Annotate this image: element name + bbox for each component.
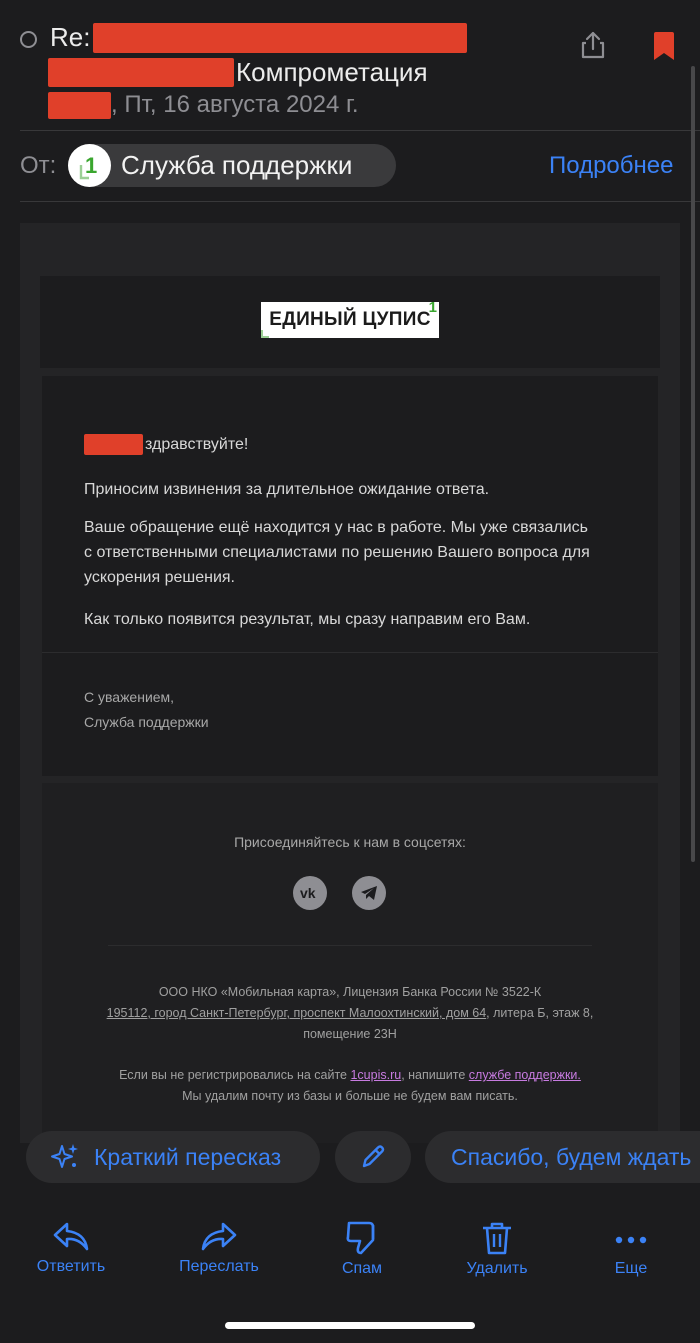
spam-button[interactable] <box>307 1220 417 1278</box>
redacted-block <box>48 92 111 119</box>
pencil-icon <box>358 1142 388 1172</box>
forward-icon <box>200 1220 238 1254</box>
home-indicator[interactable] <box>225 1322 475 1329</box>
email-body <box>20 223 680 1143</box>
delete-label: Удалить <box>466 1260 528 1277</box>
divider <box>20 201 700 202</box>
smart-actions-row <box>0 1131 700 1185</box>
sender-chip[interactable] <box>68 144 396 187</box>
signature-regards: С уважением, <box>84 689 175 705</box>
greeting <box>84 434 248 455</box>
more-button[interactable] <box>576 1220 686 1278</box>
social-title: Присоединяйтесь к нам в соцсетях: <box>234 834 466 850</box>
legal-address-rest: , литера Б, этаж 8, <box>486 1006 594 1020</box>
subject-line-2 <box>48 57 428 88</box>
bottom-toolbar <box>0 1190 700 1343</box>
spam-icon <box>343 1220 381 1256</box>
reply-button[interactable] <box>16 1220 126 1276</box>
reply-icon <box>52 1220 90 1254</box>
svg-text:1: 1 <box>84 152 97 178</box>
spam-label: Спам <box>341 1260 383 1277</box>
paragraph-status-line-2: с ответственными специалистами по решению Вашего вопроса для <box>84 544 590 561</box>
share-icon[interactable] <box>578 30 608 60</box>
sparkles-icon <box>50 1142 80 1172</box>
quick-reply-chip[interactable] <box>425 1131 700 1183</box>
forward-button[interactable] <box>164 1220 274 1276</box>
unsubscribe-line-2: Мы удалим почту из базы и больше не будем вам писать. <box>182 1089 518 1103</box>
legal-line-3: помещение 23Н <box>303 1027 397 1041</box>
bookmark-icon[interactable] <box>652 31 676 61</box>
paragraph-apology: Приносим извинения за длительное ожидание ответа. <box>84 481 490 498</box>
legal-line-1: ООО НКО «Мобильная карта», Лицензия Банка России № 3522-К <box>158 985 542 999</box>
more-icon <box>612 1220 650 1256</box>
support-link[interactable]: службе поддержки. <box>468 1068 581 1082</box>
site-link[interactable]: 1cupis.ru <box>350 1068 402 1082</box>
date-line <box>48 91 359 119</box>
compose-reply-chip[interactable] <box>335 1131 411 1183</box>
trash-icon <box>480 1220 514 1256</box>
forward-label: Переслать <box>179 1258 259 1275</box>
paragraph-status-line-3: ускорения решения. <box>84 569 235 586</box>
subject-line-1 <box>50 22 467 53</box>
email-date: , Пт, 16 августа 2024 г. <box>111 91 359 118</box>
from-label: От: <box>20 152 57 179</box>
sender-name: Служба поддержки <box>121 150 353 180</box>
more-label: Еще <box>614 1260 648 1277</box>
footer-divider <box>108 945 592 946</box>
vk-icon[interactable] <box>293 876 327 910</box>
redacted-block <box>84 434 143 455</box>
paragraph-status-line-1: Ваше обращение ещё находится у нас в работе. Мы уже связались <box>84 519 588 536</box>
svg-text:vk: vk <box>300 886 316 900</box>
unsub-middle: , напишите <box>401 1068 469 1082</box>
unread-toggle[interactable] <box>20 31 37 48</box>
redacted-block <box>48 58 234 87</box>
subject-suffix: Компрометация <box>236 57 428 87</box>
signature-team: Служба поддержки <box>84 714 209 730</box>
cupis-logo <box>261 299 439 338</box>
logo-text: ЕДИНЫЙ ЦУПИС <box>269 309 431 330</box>
unsub-prefix: Если вы не регистрировались на сайте <box>119 1068 351 1082</box>
legal-line-2 <box>20 1003 680 1024</box>
telegram-icon[interactable] <box>352 876 386 910</box>
delete-button[interactable] <box>442 1220 552 1278</box>
divider <box>20 130 700 131</box>
reply-label: Ответить <box>36 1258 106 1275</box>
logo-superscript: 1 <box>428 299 437 316</box>
paragraph-result: Как только появится результат, мы сразу направим его Вам. <box>84 611 531 628</box>
greeting-text: здравствуйте! <box>145 435 249 453</box>
email-header <box>0 0 700 210</box>
details-link[interactable]: Подробнее <box>549 152 674 179</box>
legal-address: 195112, город Санкт-Петербург, проспект Малоохтинский, дом 64 <box>106 1006 487 1020</box>
subject-prefix: Re: <box>50 22 91 52</box>
scrollbar[interactable] <box>691 66 695 862</box>
quick-reply-label: Спасибо, будем ждать <box>451 1143 692 1170</box>
sender-avatar <box>68 144 111 187</box>
summary-chip-label: Краткий пересказ <box>94 1143 282 1170</box>
summary-chip[interactable] <box>26 1131 320 1183</box>
redacted-block <box>93 23 467 53</box>
cupis-logo-icon <box>77 151 103 181</box>
logo-mark <box>261 330 269 338</box>
unsubscribe-line-1 <box>20 1065 680 1086</box>
